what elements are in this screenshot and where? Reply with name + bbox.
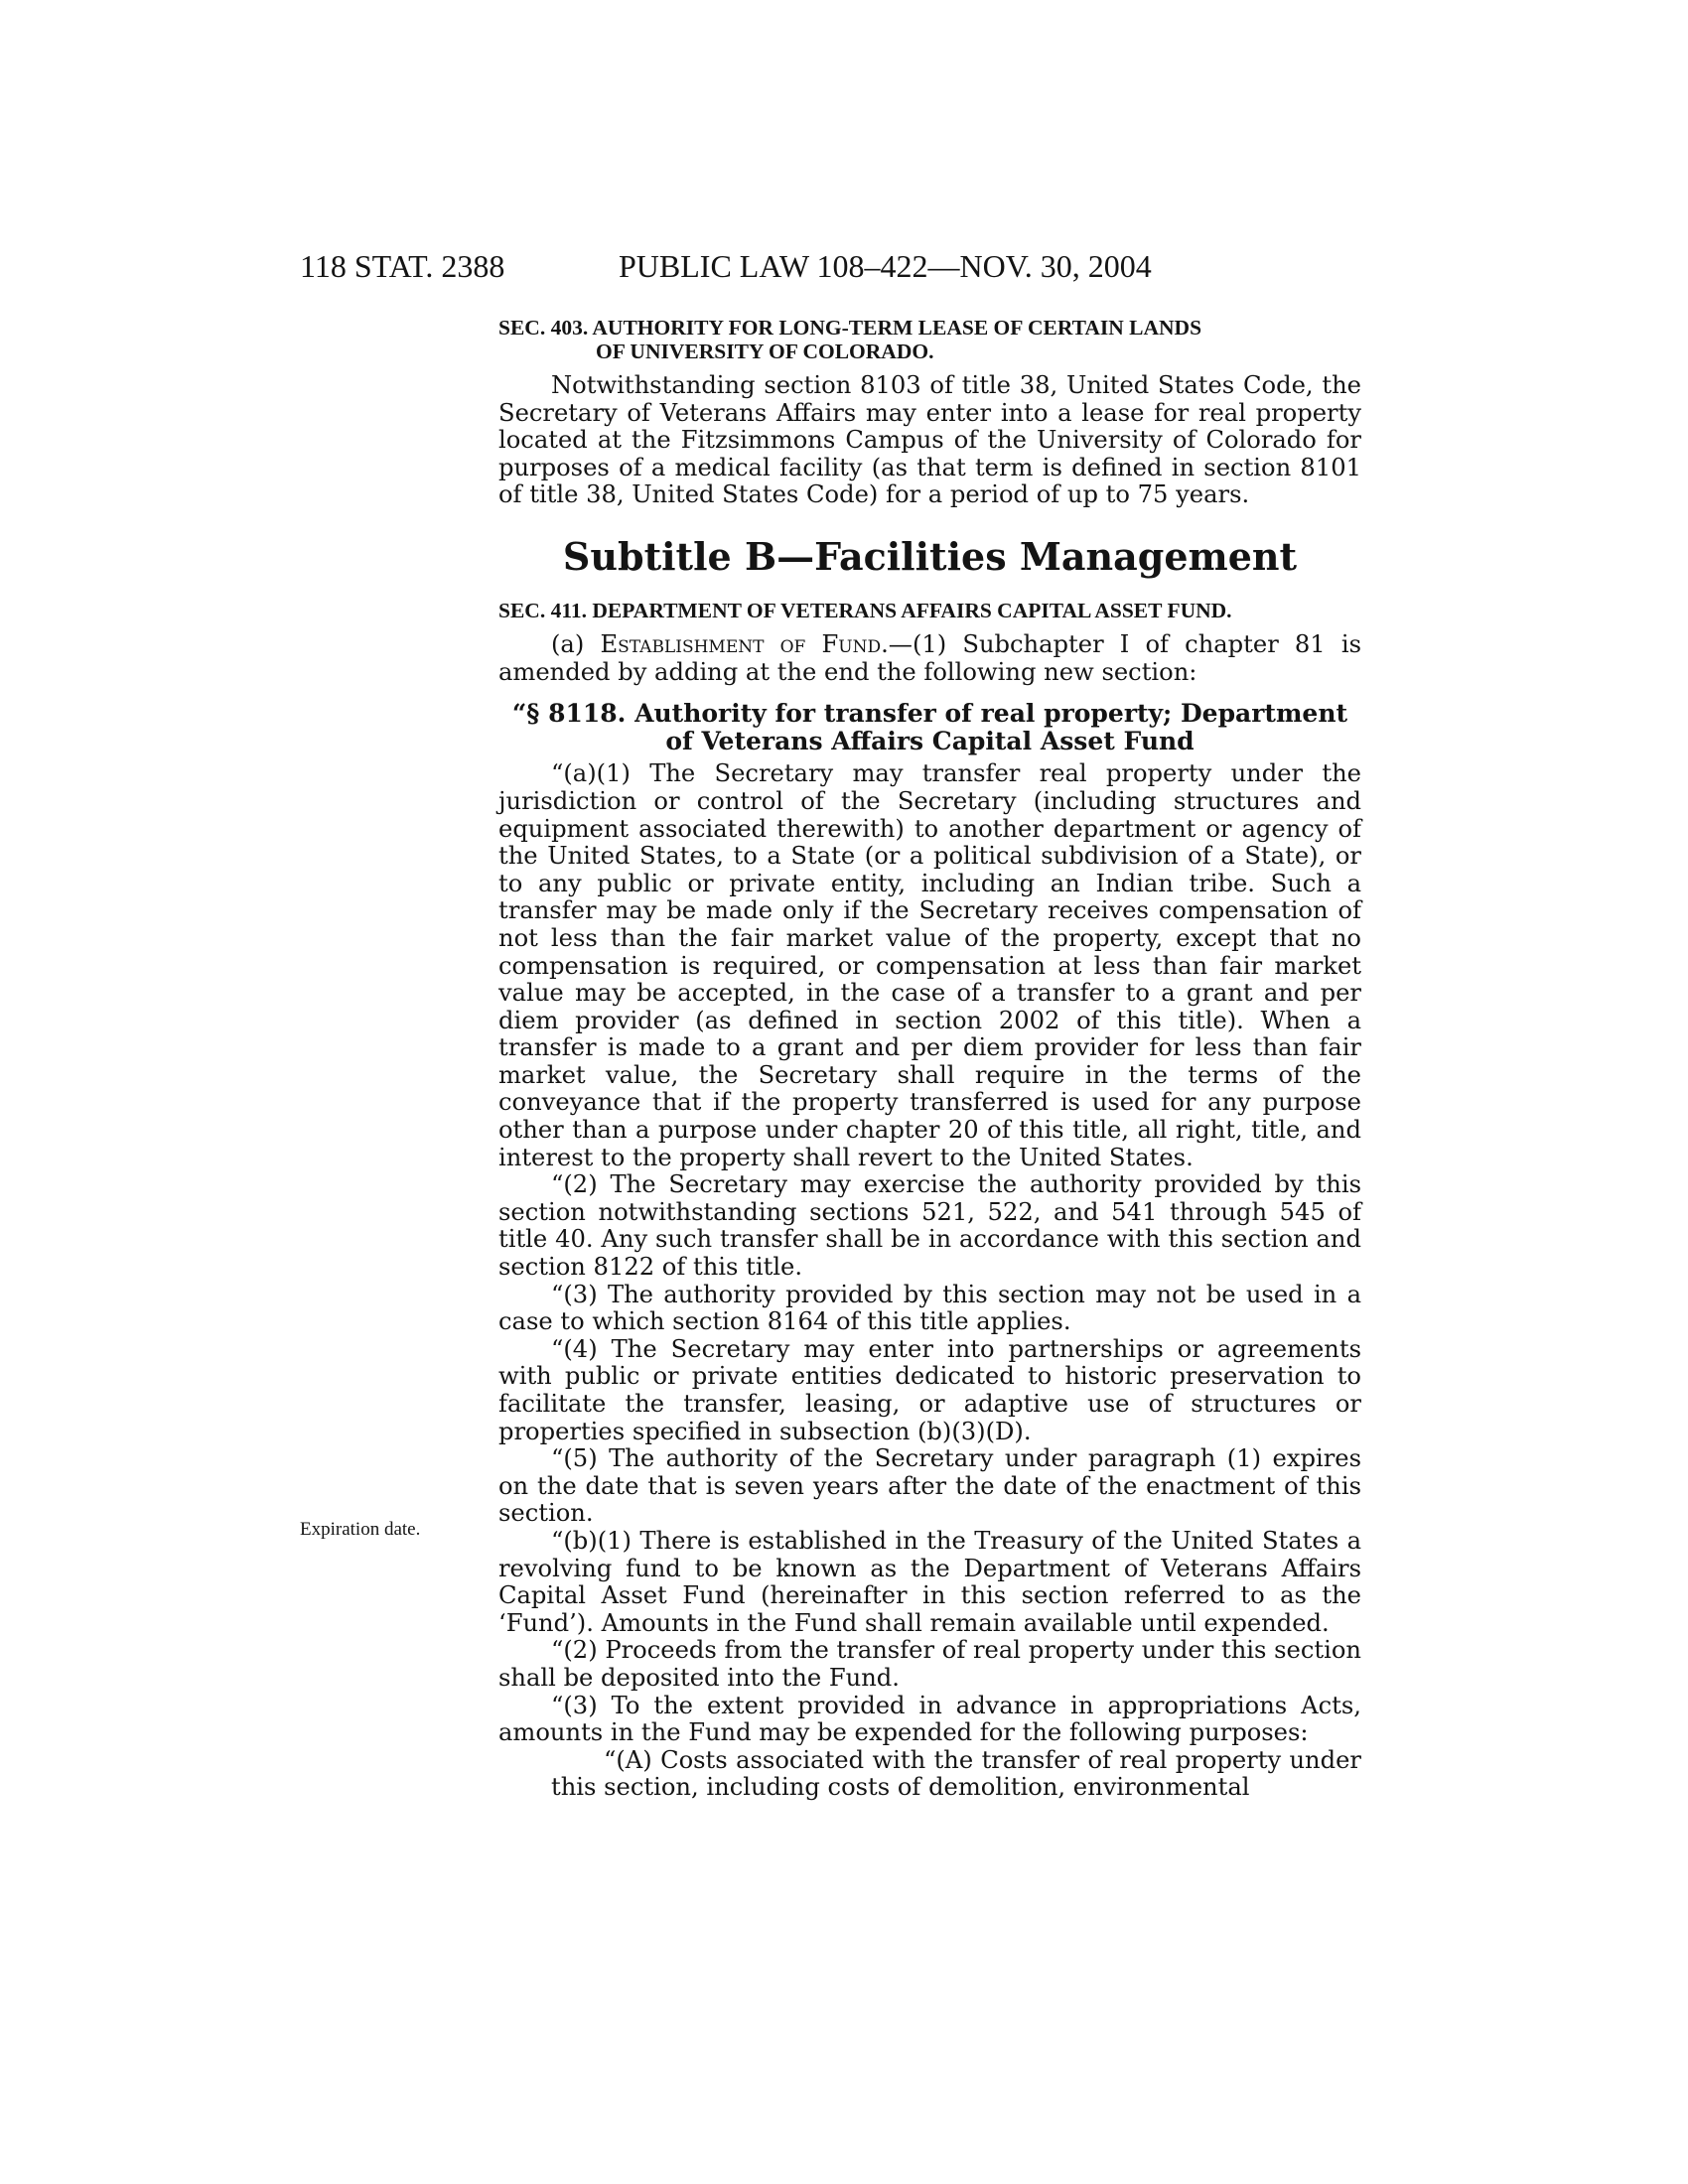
paragraph-a2: “(2) The Secretary may exercise the authority provided by this section notwithstanding sections 521, 522, and 541 through 545 of title 40. Any such transfer shall be in accordance with this section and section 8122 of this title.: [498, 1170, 1361, 1282]
sec-411-a-prefix: (a): [551, 629, 585, 658]
sec-411-heading: SEC. 411. DEPARTMENT OF VETERANS AFFAIRS CAPITAL ASSET FUND.: [498, 598, 1232, 622]
paragraph-b3: “(3) To the extent provided in advance in appropriations Acts, amounts in the Fund may be expended for the following purposes:: [498, 1691, 1361, 1747]
section-8118-title-line2: of Veterans Affairs Capital Asset Fund: [665, 726, 1195, 755]
sec-411-a-caption: Establishment of Fund.: [600, 629, 889, 658]
sec-403-heading: [498, 316, 1361, 363]
running-head: PUBLIC LAW 108–422—NOV. 30, 2004: [619, 248, 1152, 284]
paragraph-a4: “(4) The Secretary may enter into partnerships or agreements with public or private entities dedicated to historic preservation to facilitate the transfer, leasing, or adaptive use of structures or properties specified in subsection (b)(3)(D).: [498, 1334, 1361, 1445]
sec-411-a-paragraph: [498, 631, 1361, 686]
sec-403-body: Notwithstanding section 8103 of title 38, United States Code, the Secretary of Veterans Affairs may enter into a lease for real property located at the Fitzsimmons Campus of the University of Colorado for purposes of a medical facility (as that term is defined in section 8101 of title 38, United States Code) for a period of up to 75 years.: [498, 371, 1361, 509]
paragraph-a1: “(a)(1) The Secretary may transfer real property under the jurisdiction or control of the Secretary (including structures and equipment associated therewith) to another department or agency of the United States, to a State (or a political subdivision of a State), or to any public or private entity, including an Indian tribe. Such a transfer may be made only if the Secretary receives compensation of not less than the fair market value of the property, except that no compensation is required, or compensation at less than fair market value may be accepted, in the case of a transfer to a grant and per diem provider (as defined in section 2002 of this title). When a transfer is made to a grant and per diem provider for less than fair market value, the Secretary shall require in the terms of the conveyance that if the property transferred is used for any purpose other than a purpose under chapter 20 of this title, all right, title, and interest to the property shall revert to the United States.: [498, 759, 1361, 1171]
sec-403-heading-line2: OF UNIVERSITY OF COLORADO.: [596, 340, 934, 363]
paragraph-a3: “(3) The authority provided by this section may not be used in a case to which section 8164 of this title applies.: [498, 1280, 1361, 1336]
stat-page-number: 118 STAT. 2388: [300, 248, 505, 284]
page-body: [498, 316, 1361, 1802]
paragraph-b2: “(2) Proceeds from the transfer of real property under this section shall be deposited into the Fund.: [498, 1636, 1361, 1692]
subtitle-heading: Subtitle B—Facilities Management: [562, 533, 1298, 579]
sec-411-a-text: —(1) Subchapter I of chapter 81 is amended by adding at the end the following new section:: [498, 629, 1361, 686]
subparagraph-A: “(A) Costs associated with the transfer of real property under this section, including costs of demolition, environmental: [551, 1745, 1361, 1802]
paragraph-a5: “(5) The authority of the Secretary under paragraph (1) expires on the date that is seven years after the date of the enactment of this section.: [498, 1444, 1361, 1528]
sec-403-heading-line1: SEC. 403. AUTHORITY FOR LONG-TERM LEASE OF CERTAIN LANDS: [498, 316, 1202, 340]
page-header: [0, 248, 1688, 288]
margin-note-expiration-date: Expiration date.: [300, 1519, 421, 1540]
paragraph-b1: “(b)(1) There is established in the Treasury of the United States a revolving fund to be known as the Department of Veterans Affairs Capital Asset Fund (hereinafter in this section referred to as the ‘Fund’). Amounts in the Fund shall remain available until expended.: [498, 1526, 1361, 1637]
section-8118-title-line1: “§ 8118. Authority for transfer of real property; Department: [511, 699, 1348, 729]
section-8118-title: [498, 700, 1361, 754]
